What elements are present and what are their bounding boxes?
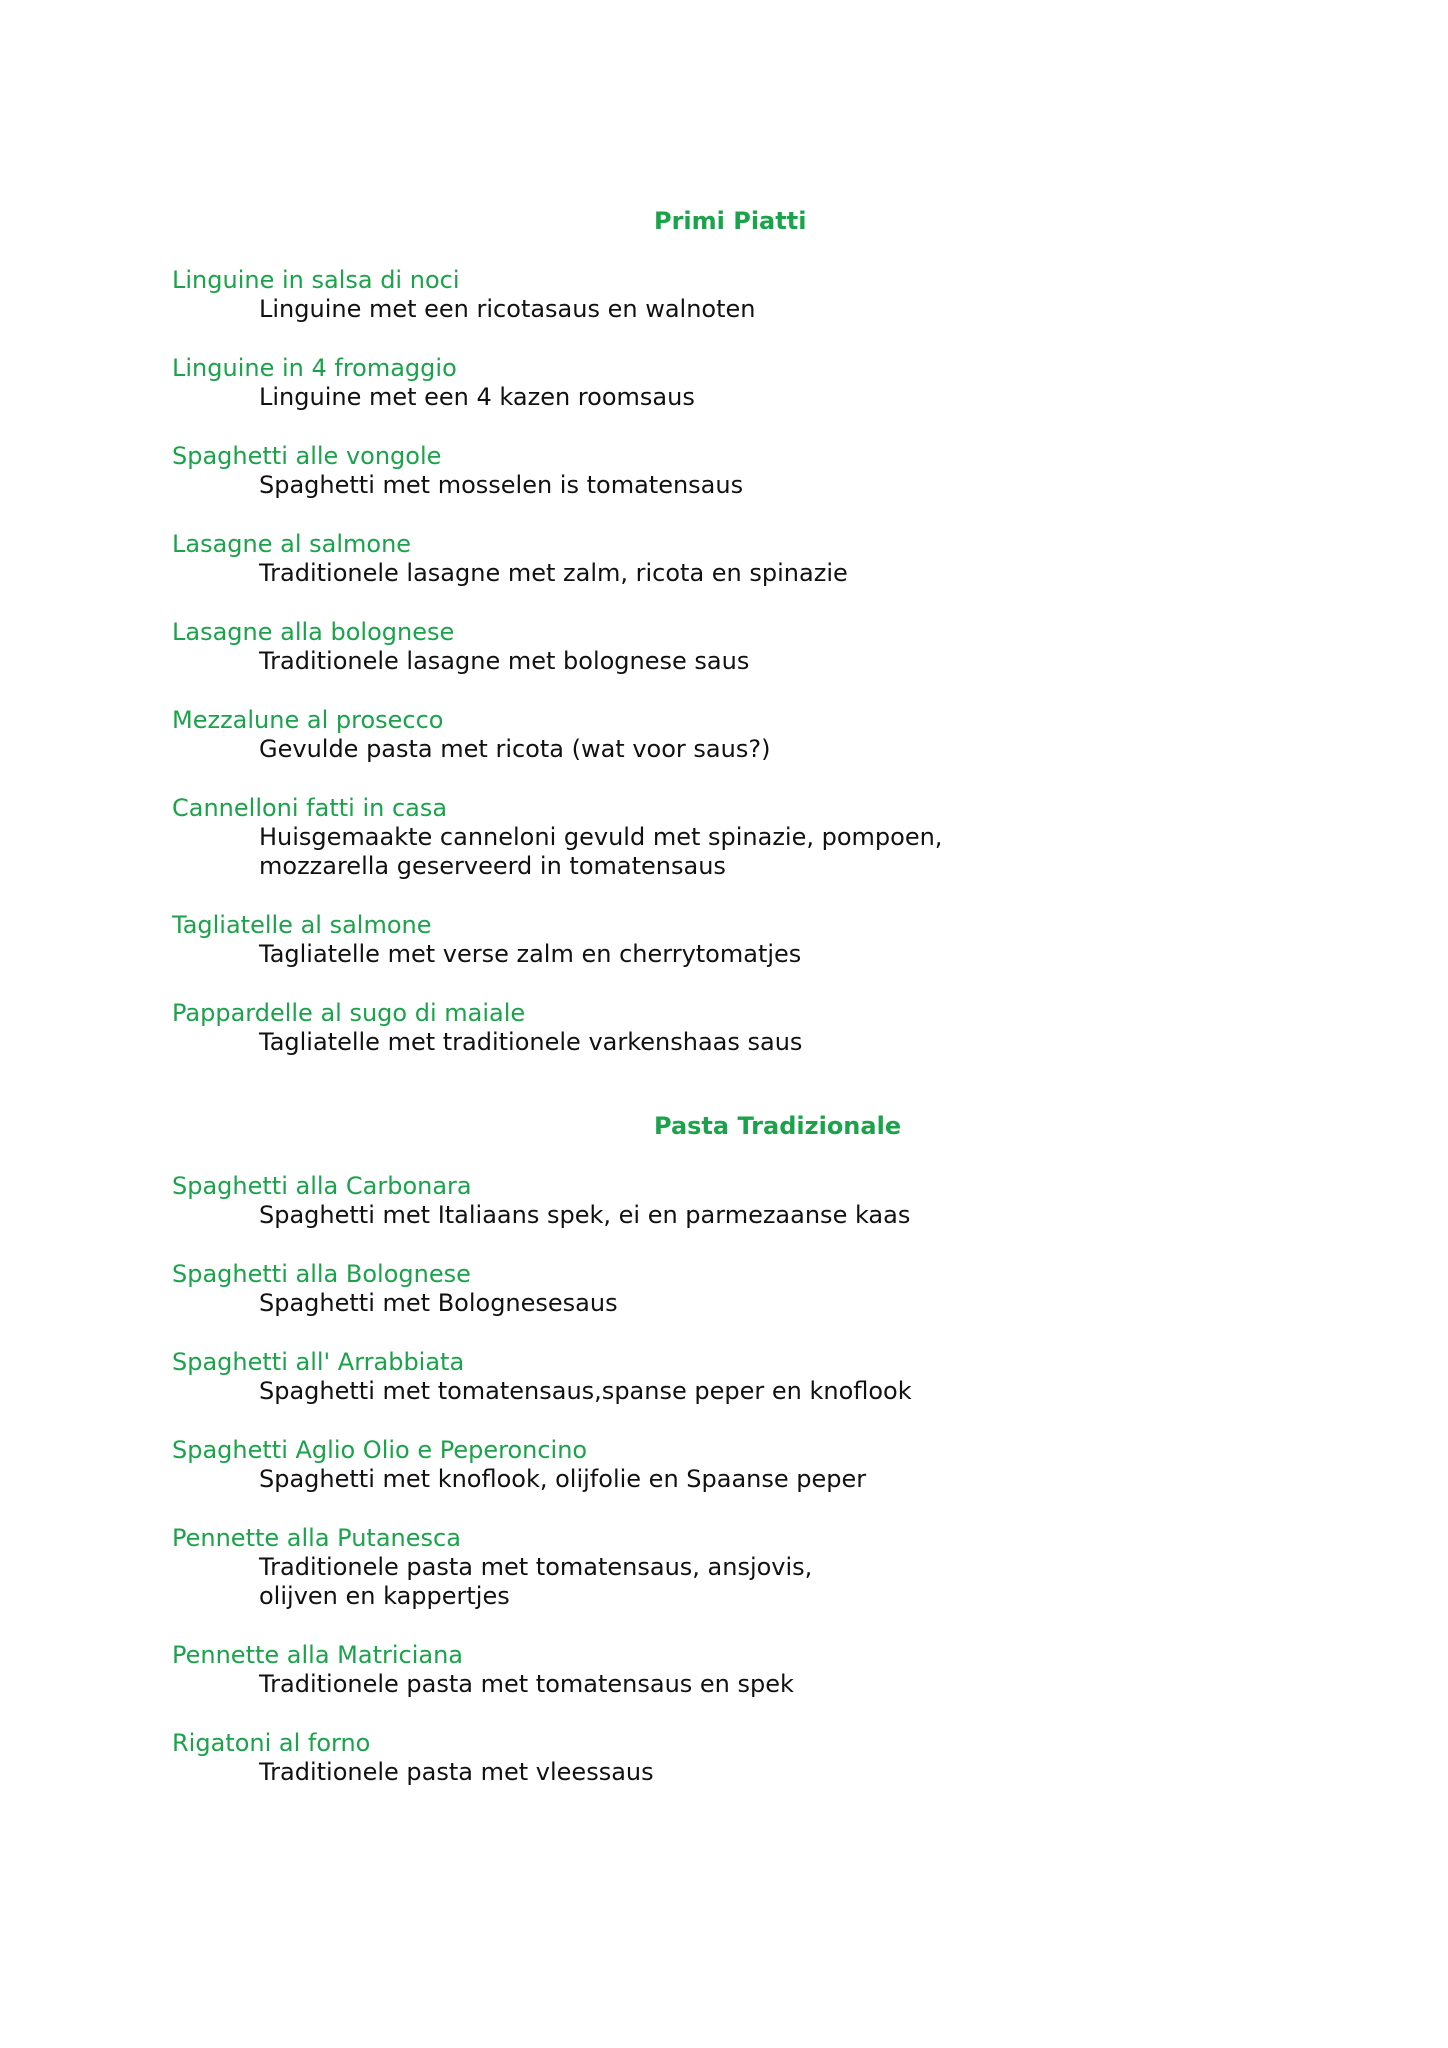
menu-item-description: Linguine met een ricotasaus en walnoten	[259, 295, 756, 323]
menu-item-name: Spaghetti Aglio Olio e Peperoncino	[172, 1436, 588, 1464]
menu-item	[172, 1640, 1272, 1699]
menu-item-description: Linguine met een 4 kazen roomsaus	[259, 383, 695, 411]
menu-item-name: Cannelloni fatti in casa	[172, 794, 448, 822]
menu-item	[172, 441, 1272, 500]
section-title-pasta-tradizionale: Pasta Tradizionale	[654, 1112, 902, 1140]
menu-item-name: Spaghetti alle vongole	[172, 442, 442, 470]
menu-item-description: Spaghetti met Bolognesesaus	[259, 1289, 618, 1317]
menu-item	[172, 353, 1272, 412]
menu-item	[172, 793, 1272, 881]
menu-item-description: Spaghetti met knoflook, olijfolie en Spaanse peper	[259, 1465, 867, 1493]
menu-item	[172, 705, 1272, 764]
menu-item	[172, 1435, 1272, 1494]
menu-item-description: Spaghetti met Italiaans spek, ei en parmezaanse kaas	[259, 1201, 911, 1229]
menu-item	[172, 1347, 1272, 1406]
menu-item-name: Spaghetti alla Carbonara	[172, 1172, 472, 1200]
menu-item-name: Tagliatelle al salmone	[172, 911, 432, 939]
menu-item	[172, 529, 1272, 588]
menu-item-description: Tagliatelle met verse zalm en cherrytomatjes	[259, 940, 802, 968]
menu-item-description: Traditionele pasta met tomatensaus, ansjovis, olijven en kappertjes	[259, 1553, 813, 1610]
menu-item-description: Spaghetti met mosselen is tomatensaus	[259, 471, 744, 499]
menu-item-name: Pennette alla Putanesca	[172, 1524, 461, 1552]
menu-item-description: Gevulde pasta met ricota (wat voor saus?)	[259, 735, 771, 763]
menu-item-description: Traditionele lasagne met zalm, ricota en spinazie	[259, 559, 848, 587]
menu-item-description: Spaghetti met tomatensaus,spanse peper en knoflook	[259, 1377, 912, 1405]
menu-item-name: Spaghetti all' Arrabbiata	[172, 1348, 465, 1376]
menu-item	[172, 998, 1272, 1057]
menu-item-name: Rigatoni al forno	[172, 1729, 371, 1757]
menu-item-name: Linguine in salsa di noci	[172, 266, 460, 294]
menu-item-description: Huisgemaakte canneloni gevuld met spinazie, pompoen, mozzarella geserveerd in tomatensaus	[259, 823, 943, 880]
menu-item	[172, 265, 1272, 324]
menu-item-description: Traditionele pasta met tomatensaus en spek	[259, 1670, 794, 1698]
menu-item-name: Linguine in 4 fromaggio	[172, 354, 457, 382]
menu-item-description: Tagliatelle met traditionele varkenshaas saus	[259, 1028, 803, 1056]
menu-item-name: Lasagne alla bolognese	[172, 618, 455, 646]
menu-item-name: Spaghetti alla Bolognese	[172, 1260, 471, 1288]
section-items-primi-piatti	[172, 265, 1272, 1086]
menu-item	[172, 617, 1272, 676]
menu-item-name: Pennette alla Matriciana	[172, 1641, 464, 1669]
menu-item	[172, 1523, 1272, 1611]
section-items-pasta-tradizionale	[172, 1171, 1272, 1816]
menu-item	[172, 1259, 1272, 1318]
menu-item-description: Traditionele lasagne met bolognese saus	[259, 647, 750, 675]
menu-item-name: Pappardelle al sugo di maiale	[172, 999, 526, 1027]
menu-item	[172, 910, 1272, 969]
menu-item	[172, 1728, 1272, 1787]
menu-item-description: Traditionele pasta met vleessaus	[259, 1758, 654, 1786]
menu-item	[172, 1171, 1272, 1230]
section-title-primi-piatti: Primi Piatti	[654, 207, 807, 235]
menu-item-name: Mezzalune al prosecco	[172, 706, 444, 734]
menu-item-name: Lasagne al salmone	[172, 530, 412, 558]
